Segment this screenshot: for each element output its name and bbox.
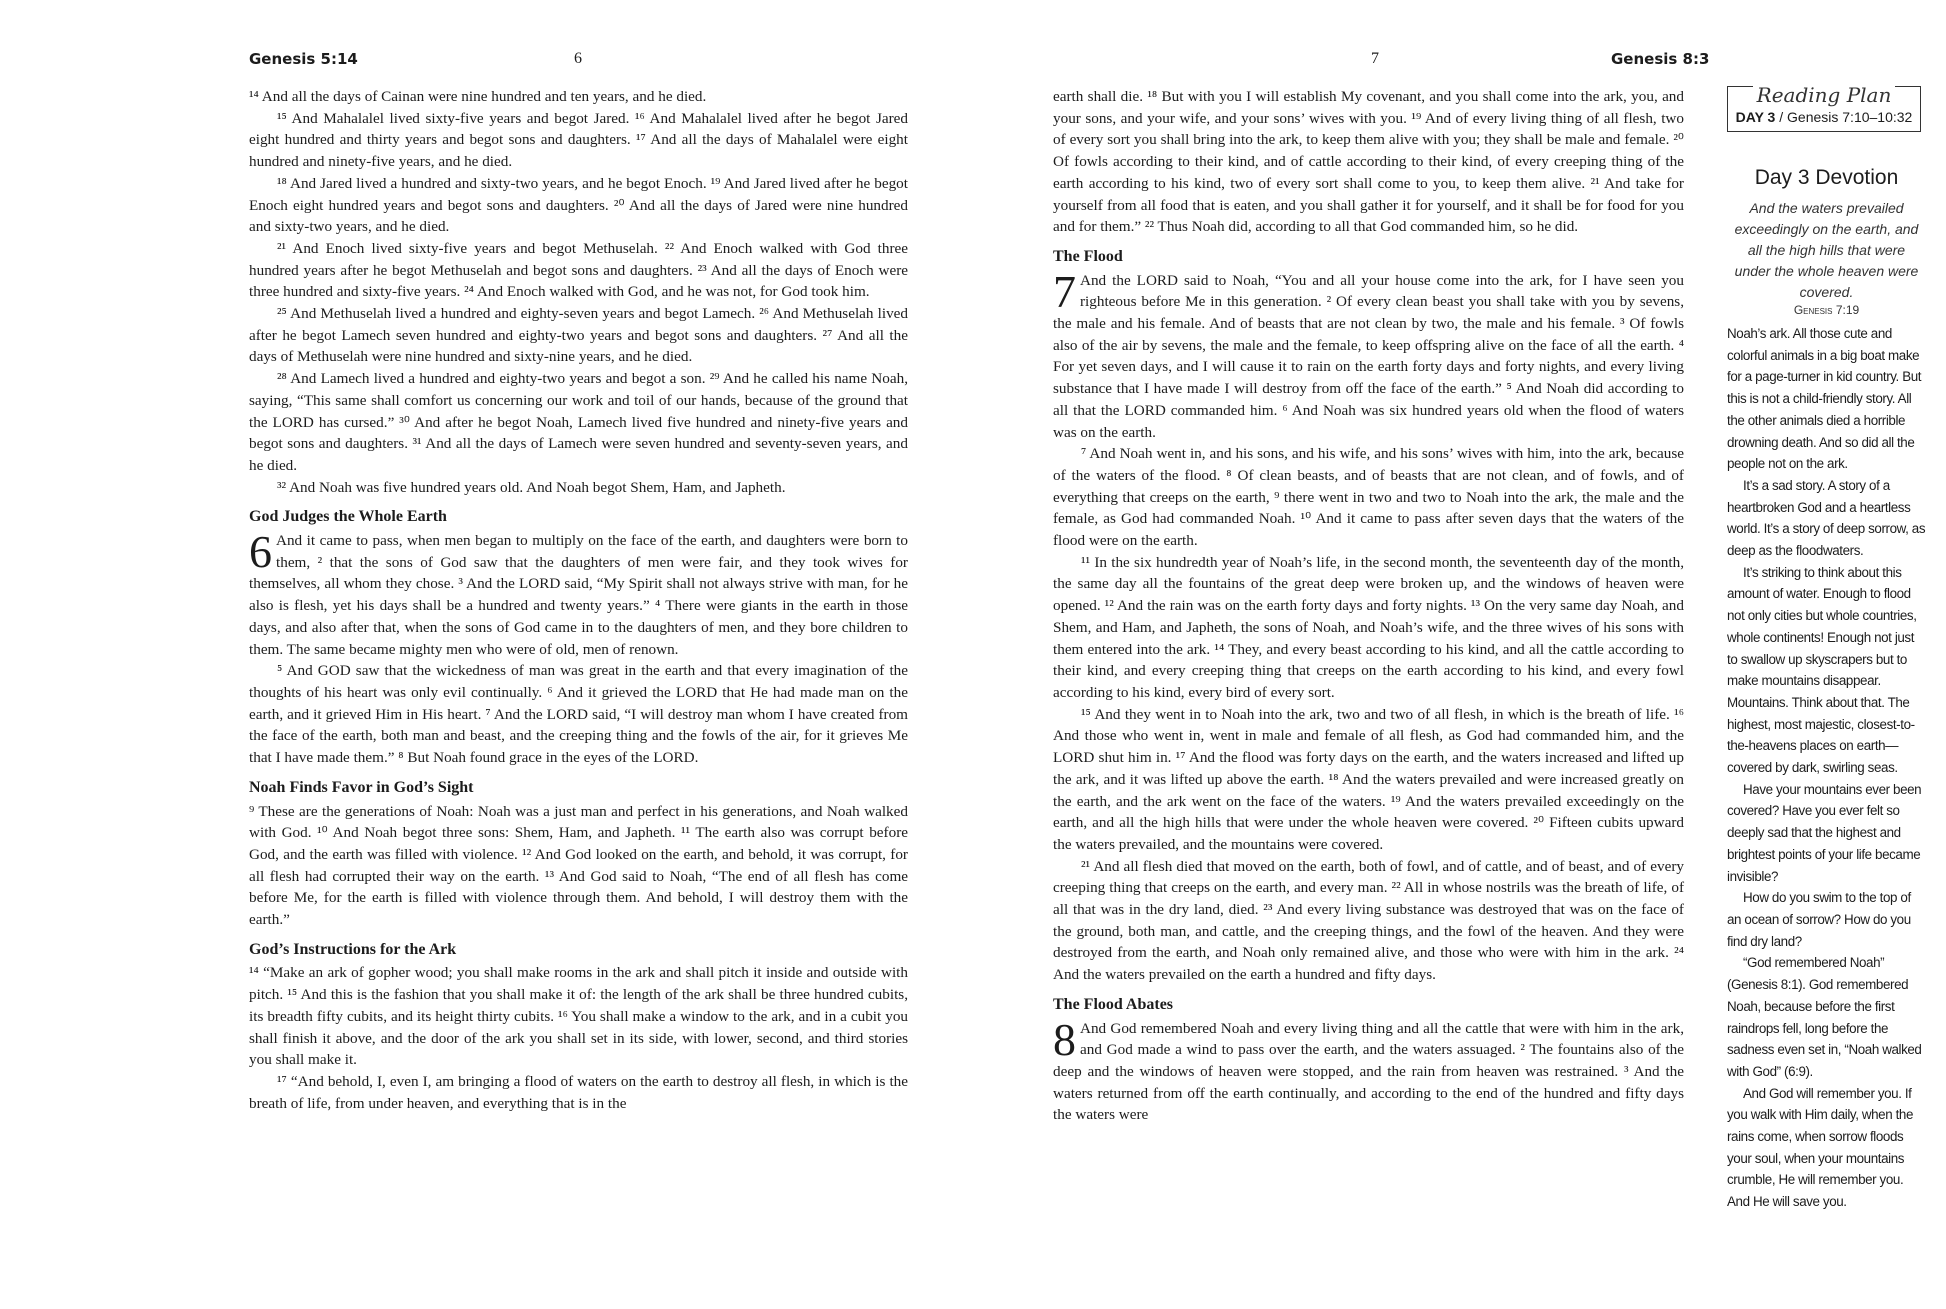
verse-text: And God remembered Noah and every living thing and all the cattle that were with him in the ark, and God made a wind to pass over the earth, and the waters assuaged. ² The fountains also of the deep and the windows of heaven were stopped, and the rain from heaven was restrained. ³ And the waters returned from off the earth continually, and according to the end of the hundred and fifty days the waters were xyxy=(1053,1019,1684,1124)
devotion-paragraph: How do you swim to the top of an ocean of sorrow? How do you find dry land? xyxy=(1727,890,1911,949)
devotion-paragraph: It’s a sad story. A story of a heartbroken God and a heartless world. It’s a story of deep sorrow, as deep as the floodwaters. xyxy=(1727,477,1926,559)
chapter-number: 8 xyxy=(1053,1013,1076,1065)
verse-paragraph: ⁵ And GOD saw that the wickedness of man was great in the earth and that every imagination of the thoughts of his heart was only evil continually. ⁶ And it grieved the LORD that He had made man on the earth, and it grieved Him in His heart. ⁷ And the LORD said, “I will destroy man whom I have created from the face of the earth, both man and beast, and the creeping thing and the fowls of the air, for it grieves Me that I have made them.” ⁸ But Noah found grace in the eyes of the LORD. xyxy=(249,662,908,767)
section-heading: Noah Finds Favor in God’s Sight xyxy=(249,778,474,796)
devotion-body xyxy=(1727,323,1926,1213)
verse-paragraph: ²⁸ And Lamech lived a hundred and eighty-two years and begot a son. ²⁹ And he called his name Noah, saying, “This same shall comfort us concerning our work and toil of our hands, because of the ground that the LORD has cursed.” ³⁰ And after he begot Noah, Lamech lived five hundred and ninety-five years and begot sons and daughters. ³¹ And all the days of Lamech were seven hundred and seventy-seven years, and he died. xyxy=(249,370,908,474)
devotion-title: Day 3 Devotion xyxy=(1754,166,1899,189)
right-text-column xyxy=(1053,86,1684,1126)
chapter-paragraph xyxy=(1053,265,1684,444)
verse-paragraph: ⁷ And Noah went in, and his sons, and his wife, and his sons’ wives with him, into the ark, because of the waters of the flood. ⁸ Of clean beasts, and of beasts that are not clean, and of fowls, and of everything that creeps on the earth, ⁹ there went in two and two to Noah into the ark, the male and the female, as God had commanded Noah. ¹⁰ And it came to pass after seven days that the waters of the flood were on the earth. xyxy=(1053,445,1684,550)
verse-paragraph: ²⁵ And Methuselah lived a hundred and eighty-seven years and begot Lamech. ²⁶ And Methuselah lived after he begot Lamech seven hundred and eighty-two years and begot sons and daughters. ²⁷ And all the days of Methuselah were nine hundred and sixty-nine years, and he died. xyxy=(249,305,908,366)
verse-paragraph: ²¹ And all flesh died that moved on the earth, both of fowl, and of cattle, and of beast, and of every creeping thing that creeps on the earth, and every man. ²² All in whose nostrils was the breath of life, of all that was in the dry land, died. ²³ And every living substance was destroyed that was on the face of the ground, both man, and cattle, and the creeping things, and the fowl of the heaven. And they were destroyed from the earth, and Noah only remained alive, and those who were with him in the ark. ²⁴ And the waters prevailed on the earth a hundred and fifty days. xyxy=(1053,857,1684,984)
chapter-paragraph xyxy=(1053,1013,1684,1127)
verse-paragraph: ⁹ These are the generations of Noah: Noah was a just man and perfect in his generations, and Noah walked with God. ¹⁰ And Noah begot three sons: Shem, Ham, and Japheth. ¹¹ The earth also was corrupt before God, and the earth was filled with violence. ¹² And God looked on the earth, and behold, it was corrupt, for all flesh had corrupted their way on the earth. ¹³ And God said to Noah, “The end of all flesh has come before Me, for the earth is filled with violence through them. And behold, I will destroy them with the earth.” xyxy=(249,802,908,929)
verse-text: And the LORD said to Noah, “You and all your house come into the ark, for I have seen you righteous before Me in this generation. ² Of every clean beast you shall take with you by sevens, the male and his female. And of beasts that are not clean by two, the male and his female. ³ Of fowls also of the air by sevens, the male and the female, to keep offspring alive on the face of all the earth. ⁴ For yet seven days, and I will cause it to rain on the earth forty days and forty nights, and every living substance that I have made I will destroy from off the face of the earth.” ⁵ And Noah did according to all that the LORD commanded him. ⁶ And Noah was six hundred years old when the flood of waters was on the earth. xyxy=(1053,271,1684,441)
verse-paragraph: ¹⁷ “And behold, I, even I, am bringing a flood of waters on the earth to destroy all flesh, in which is the breath of life, from under heaven, and everything that is in the xyxy=(249,1072,908,1112)
verse-paragraph: ¹⁸ And Jared lived a hundred and sixty-two years, and he begot Enoch. ¹⁹ And Jared lived after he begot Enoch eight hundred years and begot sons and daughters. ²⁰ And all the days of Jared were nine hundred and sixty-two years, and he died. xyxy=(249,174,908,236)
devotion-quote-reference: Genesis 7:19 xyxy=(1793,303,1860,317)
reading-plan-title: Reading Plan xyxy=(1753,83,1896,107)
verse-paragraph: ³² And Noah was five hundred years old. And Noah begot Shem, Ham, and Japheth. xyxy=(277,478,786,496)
devotion-paragraph: Have your mountains ever been covered? Have you ever felt so deeply sad that the highest and brightest points of your life became invisible? xyxy=(1727,781,1922,884)
devotion-paragraph: Noah’s ark. All those cute and colorful animals in a big boat make for a page-turner in kid country. But this is not a child-friendly story. All the other animals died a horrible drowning death. And so did all the people not on the ark. xyxy=(1727,326,1922,472)
reading-plan-day: DAY 3 xyxy=(1735,109,1776,125)
devotion-sidebar xyxy=(1727,83,1926,1213)
reading-plan-separator: / xyxy=(1775,109,1788,125)
chapter-paragraph xyxy=(249,526,908,660)
verse-paragraph: earth shall die. ¹⁸ But with you I will establish My covenant, and you shall come into the ark, you, and your sons, and your wife, and your sons’ wives with you. ¹⁹ And of every living thing of all flesh, two of every sort you shall bring into the ark, to keep them alive with you; they shall be male and female. ²⁰ Of fowls according to their kind, and of cattle according to their kind, of every creeping thing of the earth according to his kind, two of every sort shall come to you, to keep them alive. ²¹ And take for yourself from all food that is eaten, and you shall gather it for yourself, and it shall be for food for you and for them.” ²² Thus Noah did, according to all that God commanded him, so he did. xyxy=(1053,88,1684,236)
section-heading: The Flood xyxy=(1053,247,1123,265)
verse-paragraph: ²¹ And Enoch lived sixty-five years and begot Methuselah. ²² And Enoch walked with God three hundred years after he begot Methuselah and begot sons and daughters. ²³ And all the days of Enoch were three hundred and sixty-five years. ²⁴ And Enoch walked with God, and he was not, for God took him. xyxy=(249,239,908,301)
page-number-left: 6 xyxy=(574,50,582,67)
reading-plan-line xyxy=(1728,109,1920,125)
page-number-right: 7 xyxy=(1371,50,1379,67)
verse-paragraph: ¹⁵ And they went in to Noah into the ark, two and two of all flesh, in which is the breath of life. ¹⁶ And those who went in, went in male and female of all flesh, as God had commanded him, and the LORD shut him in. ¹⁷ And the flood was forty days on the earth, and the waters increased and lifted up the ark, and it was lifted up above the earth. ¹⁸ And the waters prevailed and were increased greatly on the earth, and the ark went on the face of the waters. ¹⁹ And the waters prevailed exceedingly on the earth, and all the high hills that were under the whole heaven were covered. ²⁰ Fifteen cubits upward the waters prevailed, and the mountains were covered. xyxy=(1053,705,1684,853)
verse-text: And it came to pass, when men began to multiply on the face of the earth, and daughters were born to them, ² that the sons of God saw that the daughters of men were fair, and they took wives for themselves, all whom they chose. ³ And the LORD said, “My Spirit shall not always strive with man, for he also is flesh, yet his days shall be a hundred and twenty years.” ⁴ There were giants in the earth in those days, and also after that, when the sons of God came in to the daughters of men, and they bore children to them. The same became mighty men who were of old, men of renown. xyxy=(249,532,908,658)
reading-plan-range: Genesis 7:10–10:32 xyxy=(1787,109,1913,125)
left-text-column xyxy=(249,86,908,1114)
verse-paragraph: ¹¹ In the six hundredth year of Noah’s life, in the second month, the seventeenth day of the month, the same day all the fountains of the great deep were broken up, and the windows of heaven were opened. ¹² And the rain was on the earth forty days and forty nights. ¹³ On the very same day Noah, and Shem, and Ham, and Japheth, the sons of Noah, and Noah’s wife, and the three wives of his sons with them entered into the ark. ¹⁴ They, and every beast according to his kind, and all the cattle according to their kind, and every creeping thing that creeps on the earth according to his kind, and every fowl according to his kind, every bird of every sort. xyxy=(1053,553,1684,701)
section-heading: God Judges the Whole Earth xyxy=(249,508,447,526)
right-page xyxy=(973,0,1946,1309)
verse-paragraph: ¹⁴ “Make an ark of gopher wood; you shall make rooms in the ark and shall pitch it inside and outside with pitch. ¹⁵ And this is the fashion that you shall make it of: the length of the ark shall be three hundred cubits, its breadth fifty cubits, and its height thirty cubits. ¹⁶ You shall make a window to the ark, and in a cubit you shall finish it above, and the door of the ark you shall set in its side, with lower, second, and third stories you shall make it. xyxy=(249,964,908,1069)
chapter-number: 7 xyxy=(1053,265,1076,317)
section-heading: The Flood Abates xyxy=(1053,995,1174,1013)
chapter-number: 6 xyxy=(249,526,272,578)
devotion-paragraph: It’s striking to think about this amount of water. Enough to flood not only cities but whole countries, whole continents! Enough not just to swallow up skyscrapers but to make mountains disappear. Mountains. Think about that. The highest, most majestic, closest-to-the-heavens places on earth—covered by dark, swirling seas. xyxy=(1727,564,1917,776)
running-header-right: Genesis 8:3 xyxy=(1611,50,1710,68)
section-heading: God’s Instructions for the Ark xyxy=(249,940,457,958)
devotion-paragraph: And God will remember you. If you walk with Him daily, when the rains come, when sorrow floods your soul, when your mountains crumble, He will remember you. And He will save you. xyxy=(1727,1085,1914,1210)
verse-paragraph: ¹⁵ And Mahalalel lived sixty-five years and begot Jared. ¹⁶ And Mahalalel lived after he begot Jared eight hundred and thirty years and begot sons and daughters. ¹⁷ And all the days of Mahalalel were eight hundred and ninety-five years, and he died. xyxy=(249,109,908,171)
devotion-paragraph: “God remembered Noah” (Genesis 8:1). God remembered Noah, because before the first raindrops fell, long before the sadness even set in, “Noah walked with God” (6:9). xyxy=(1727,955,1922,1079)
reading-plan-box xyxy=(1727,83,1921,132)
running-header-left: Genesis 5:14 xyxy=(249,50,358,68)
verse-paragraph: ¹⁴ And all the days of Cainan were nine hundred and ten years, and he died. xyxy=(249,88,707,105)
devotion-quote: And the waters prevailed exceedingly on the earth, and all the high hills that were under the whole heaven were covered. xyxy=(1734,200,1919,300)
